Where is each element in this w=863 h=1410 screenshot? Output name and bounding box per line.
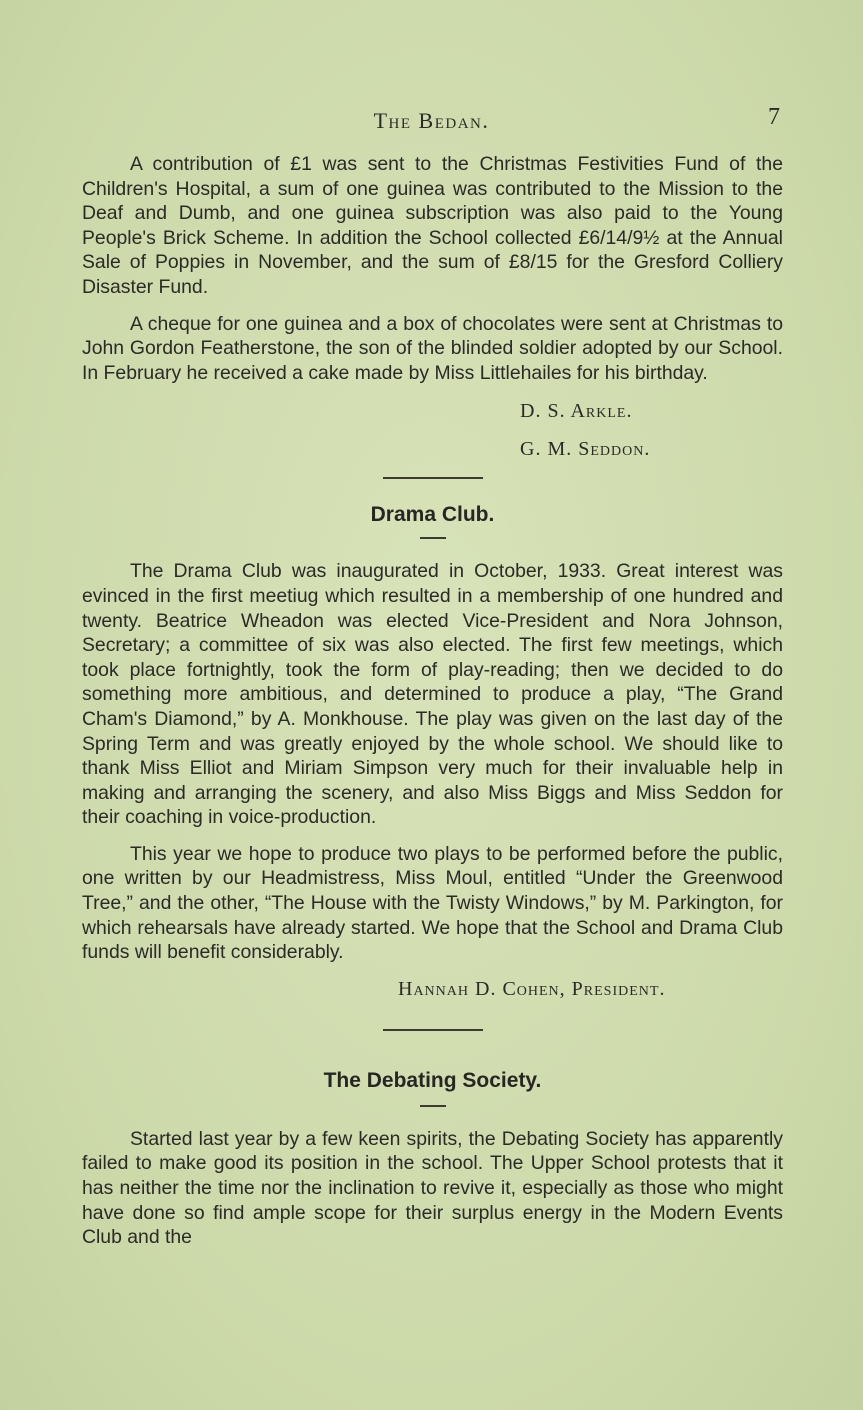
debating-paragraph-1: Started last year by a few keen spirits, the Debating Society has apparently failed to make good its position in the school. The Upper School protests that it has neither the time nor the inclination to revive it, especially as those who might have done so find ample scope for their surplus energy in the Modern Events Club and the — [82, 1127, 783, 1249]
signature-cohen: Hannah D. Cohen, President. — [398, 977, 666, 1000]
drama-paragraph-1: The Drama Club was inaugurated in October, 1933. Great interest was evinced in the first meetiug which resulted in a membership of one hundred and twenty. Beatrice Wheadon was elected Vice-President and Nora Johnson, Secretary; a committee of six was also elected. The first few meetings, which took place fortnightly, took the form of play-reading; then we decided to do something more ambitious, and determined to produce a play, “The Grand Cham's Diamond,” by A. Monkhouse. The play was given on the last day of the Spring Term and was greatly enjoyed by the whole school. We should like to thank Miss Elliot and Miriam Simpson very much for their invaluable help in making and arranging the scenery, and also Miss Biggs and Miss Seddon for their coaching in voice-production. — [82, 560, 783, 829]
page-number: 7 — [768, 104, 780, 130]
text-column — [82, 152, 783, 1250]
signature-seddon: G. M. Seddon. — [520, 438, 651, 461]
signature-arkle: D. S. Arkle. — [520, 400, 633, 423]
drama-paragraph-2: This year we hope to produce two plays to be performed before the public, one written by our Headmistress, Miss Moul, entitled “Under the Greenwood Tree,” and the other, “The House with the Twisty Windows,” by M. Parkington, for which rehearsals have already started. We hope that the School and Drama Club funds will benefit considerably. — [82, 842, 783, 964]
debating-society-heading: The Debating Society. — [323, 1068, 542, 1092]
page-header — [0, 104, 863, 140]
charity-section — [82, 152, 783, 461]
charity-paragraph-1: A contribution of £1 was sent to the Christmas Festivities Fund of the Children's Hospital, a sum of one guinea was contributed to the Mission to the Deaf and Dumb, and one guinea subscription was also paid to the Young People's Brick Scheme. In addition the School collected £6/14/9½ at the Annual Sale of Poppies in November, and the sum of £8/15 for the Gresford Colliery Disaster Fund. — [82, 153, 783, 298]
running-title: The Bedan. — [373, 108, 490, 133]
debating-society-section — [82, 1069, 783, 1250]
drama-club-heading: Drama Club. — [370, 503, 495, 527]
drama-club-section — [82, 503, 783, 1001]
charity-paragraph-2: A cheque for one guinea and a box of chocolates were sent at Christmas to John Gordon Featherstone, the son of the blinded soldier adopted by our School. In February he received a cake made by Miss Littlehailes for his birthday. — [82, 312, 783, 384]
